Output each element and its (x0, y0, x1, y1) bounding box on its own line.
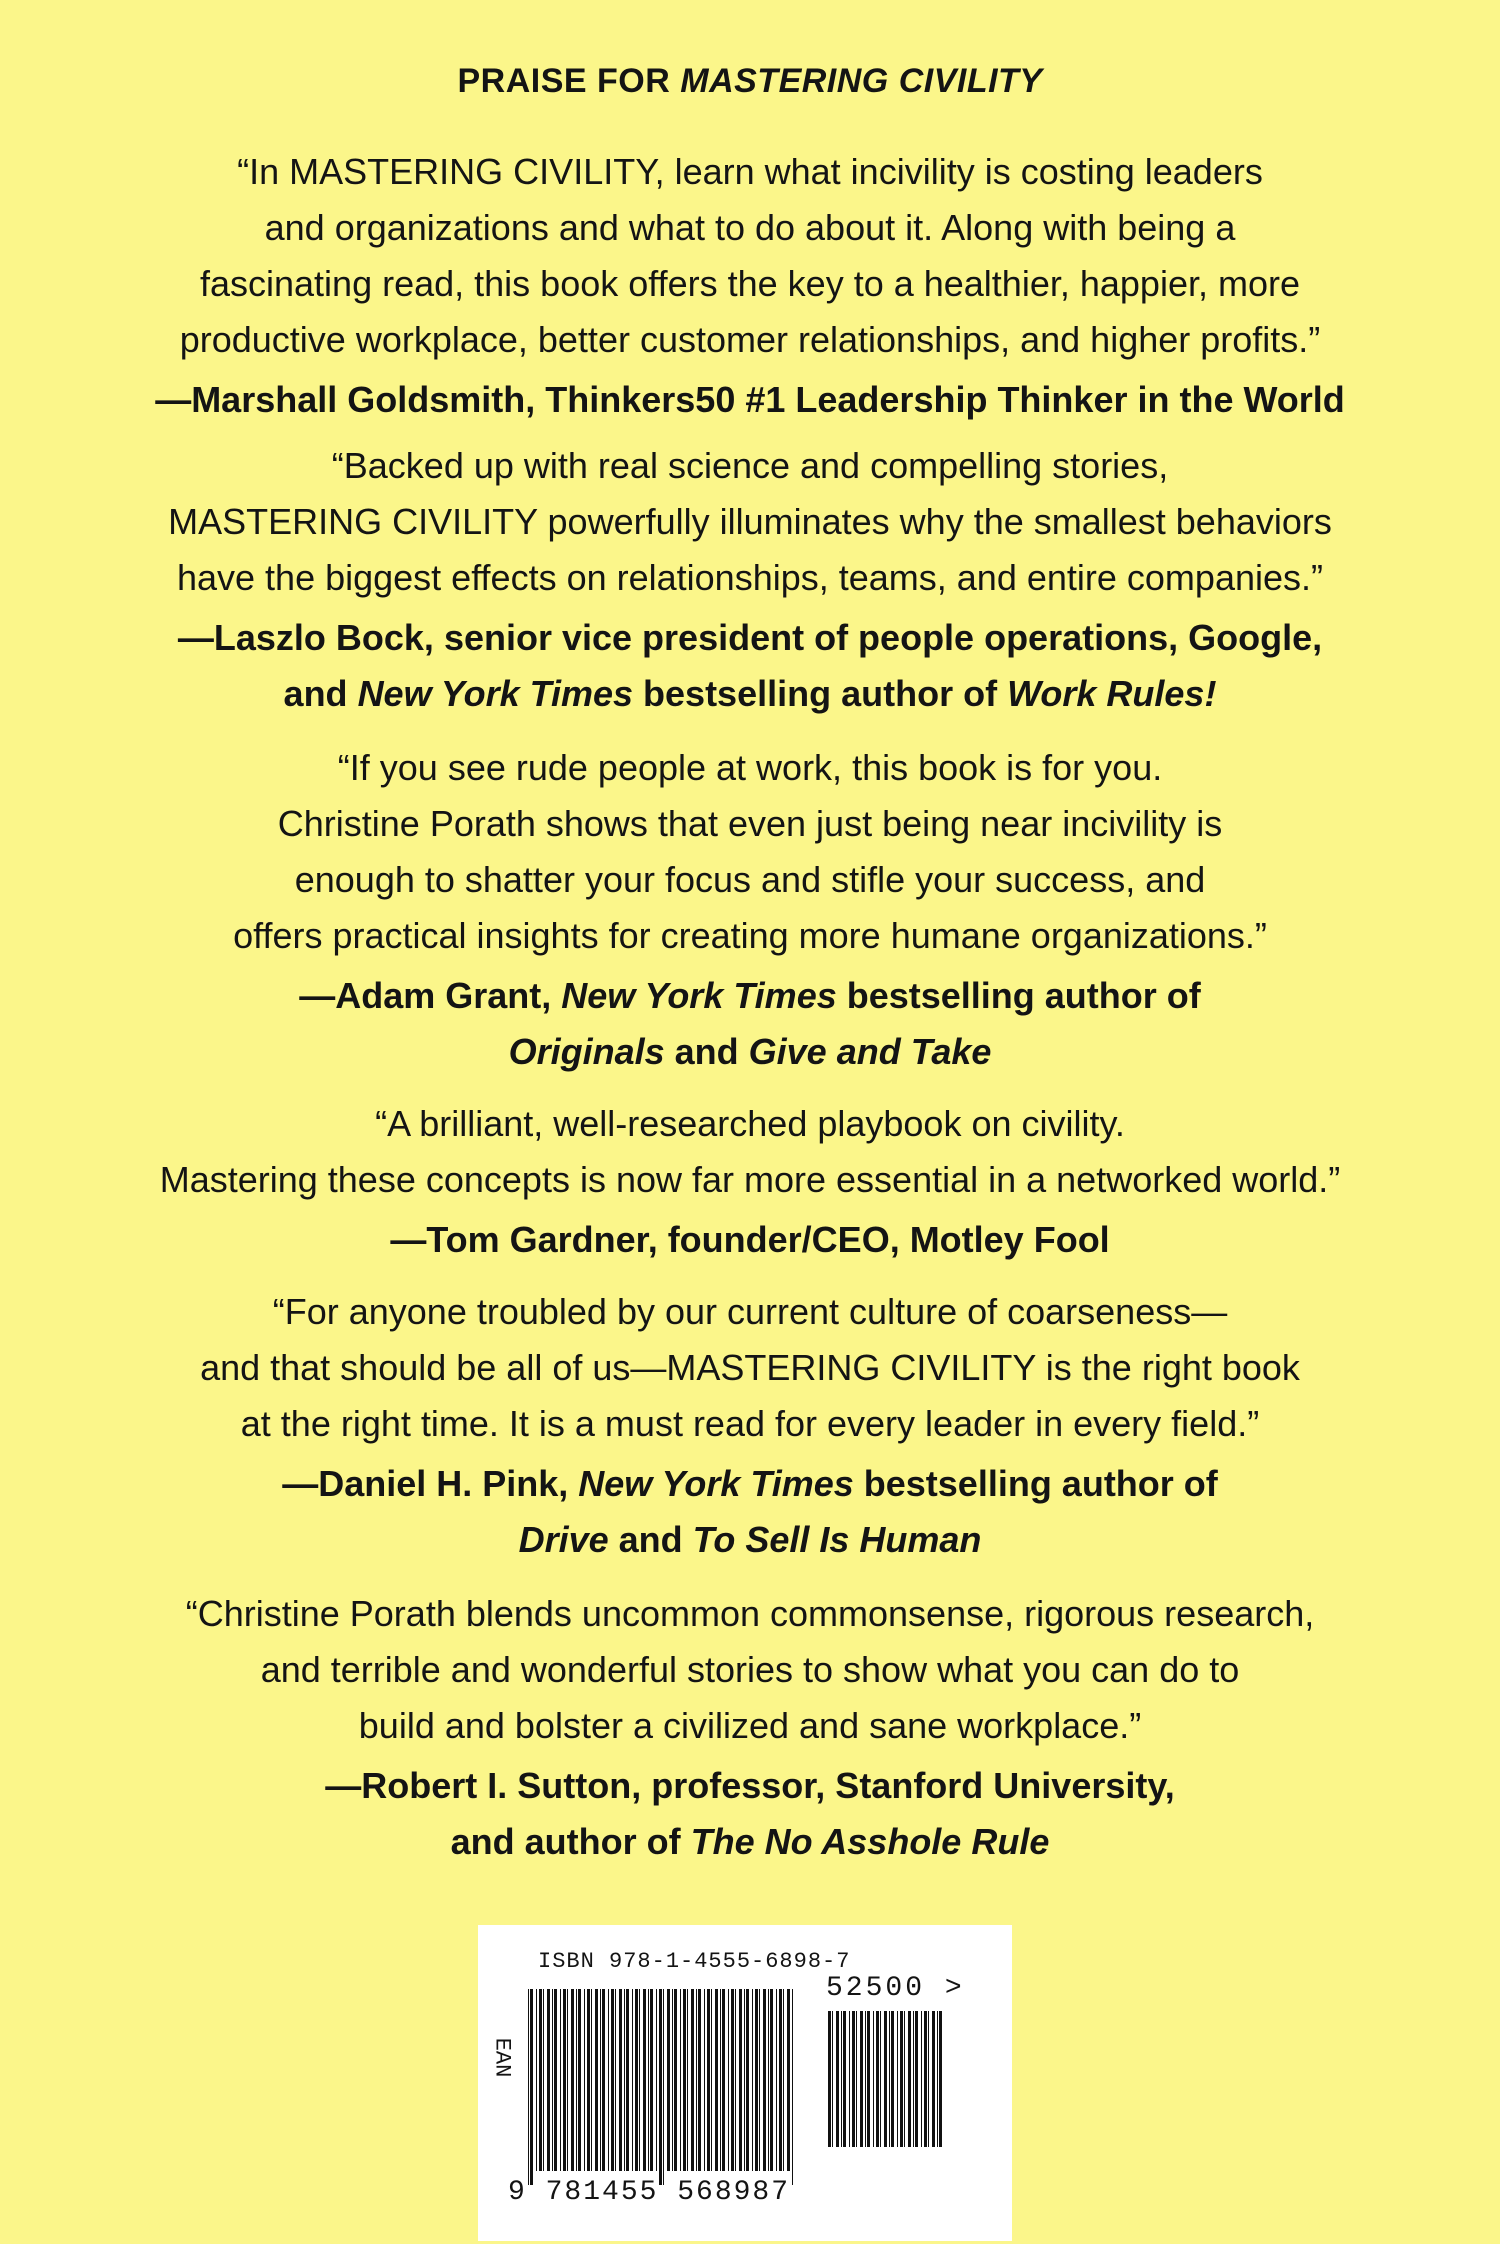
quote-line: fascinating read, this book offers the key to a healthier, happier, more (199, 263, 1300, 304)
barcode-bar (600, 1989, 601, 2171)
barcode-bar (832, 2011, 833, 2147)
barcode-bar (884, 2011, 887, 2147)
quote-line: build and bolster a civilized and sane workplace.” (358, 1705, 1142, 1746)
heading-title: MASTERING CIVILITY (680, 62, 1043, 100)
barcode-bar (639, 1989, 640, 2171)
barcode-bar (924, 2011, 927, 2147)
quote-line: at the right time. It is a must read for every leader in every field.” (240, 1403, 1260, 1444)
barcode-bar (615, 1989, 616, 2171)
barcode-bar (915, 2011, 918, 2147)
barcode-bar (735, 1989, 736, 2171)
barcode-bar (659, 1989, 662, 2185)
barcode-bar (755, 1989, 758, 2171)
barcode-bar (552, 1989, 553, 2171)
barcode-bar (656, 1989, 657, 2171)
quote-goldsmith (80, 144, 1420, 428)
barcode-bar (547, 1989, 550, 2171)
barcode-bar (635, 1989, 638, 2171)
barcode-bar (746, 1989, 749, 2171)
barcode-bar (619, 1989, 622, 2171)
barcode-bar (680, 1989, 681, 2171)
barcode-bar (611, 1989, 614, 2171)
barcode-bar (650, 1989, 653, 2171)
barcode-bar (873, 2011, 874, 2147)
barcode-bar (728, 1989, 729, 2171)
barcode-bar (897, 2011, 898, 2147)
quote-sutton (80, 1586, 1420, 1870)
quote-line: “Christine Porath blends uncommon commonsense, rigorous research, (185, 1593, 1315, 1634)
barcode-bar (763, 1989, 766, 2171)
barcode-bar (828, 2011, 831, 2147)
barcode-bar (720, 1989, 721, 2171)
quote-line: and organizations and what to do about it. Along with being a (264, 207, 1236, 248)
barcode-bar (852, 2011, 855, 2147)
barcode-bar (715, 1989, 718, 2171)
barcode-bar (554, 1989, 557, 2171)
quote-line: “For anyone troubled by our current culture of coarseness— (272, 1291, 1228, 1332)
barcode-bar (865, 2011, 866, 2147)
quote-line: and terrible and wonderful stories to show what you can do to (260, 1649, 1240, 1690)
barcode-bar (648, 1989, 649, 2171)
barcode-bar (528, 1989, 529, 2185)
barcode-bar (836, 2011, 839, 2147)
quote-attribution: Drive and To Sell Is Human (518, 1519, 982, 1560)
barcode-bar (578, 1989, 581, 2171)
quote-attribution: and author of The No Asshole Rule (450, 1821, 1050, 1862)
barcode-bar (602, 1989, 605, 2171)
barcode-bar (608, 1989, 609, 2171)
barcode-bar (576, 1989, 577, 2171)
barcode-bar (783, 1989, 784, 2171)
barcode-bar (683, 1989, 686, 2171)
barcode-bar (698, 1989, 701, 2171)
quote-attribution: —Marshall Goldsmith, Thinkers50 #1 Leadership Thinker in the World (155, 379, 1345, 420)
quote-line: enough to shatter your focus and stifle your success, and (294, 859, 1206, 900)
barcode-bar (779, 1989, 782, 2171)
quote-attribution: —Daniel H. Pink, New York Times bestselling author of (282, 1463, 1218, 1504)
quote-bock (80, 438, 1420, 722)
barcode-bar (571, 1989, 574, 2171)
quote-line: Mastering these concepts is now far more essential in a networked world.” (159, 1159, 1341, 1200)
barcode-bar (626, 1989, 629, 2171)
barcode-bar (584, 1989, 585, 2171)
quote-line: Christine Porath shows that even just being near incivility is (277, 803, 1223, 844)
barcode-bar (759, 1989, 760, 2171)
barcode-bar (768, 1989, 769, 2171)
barcode-bar (691, 1989, 694, 2171)
quote-line: and that should be all of us—MASTERING CIVILITY is the right book (200, 1347, 1300, 1388)
barcode-bar (624, 1989, 625, 2171)
barcode-bar (707, 1989, 710, 2171)
barcode-bar (867, 2011, 870, 2147)
barcode-bar (921, 2011, 922, 2147)
quote-attribution: —Robert I. Sutton, professor, Stanford University, (325, 1765, 1175, 1806)
barcode-bar (539, 1989, 542, 2171)
barcode-bar (849, 2011, 850, 2147)
barcode-bar (770, 1989, 773, 2171)
barcode-bar (856, 2011, 857, 2147)
barcode-bar (731, 1989, 734, 2171)
ean-barcode-bars (526, 1989, 798, 2185)
barcode-bar (672, 1989, 673, 2171)
barcode-bar (889, 2011, 890, 2147)
barcode-bar (667, 1989, 670, 2171)
barcode-bar (543, 1989, 544, 2171)
barcode-bar (860, 2011, 863, 2147)
barcode-bar (536, 1989, 537, 2171)
barcode-bar (567, 1989, 568, 2171)
barcode-bar (595, 1989, 598, 2171)
quote-line: “Backed up with real science and compelling stories, (331, 445, 1169, 486)
quote-pink (80, 1284, 1420, 1568)
barcode-bar (587, 1989, 590, 2171)
barcode-bar (663, 1989, 664, 2185)
barcode-bar (560, 1989, 561, 2171)
quote-line: “If you see rude people at work, this book is for you. (337, 747, 1163, 788)
barcode-bar (530, 1989, 533, 2185)
barcode-bar (752, 1989, 753, 2171)
quote-line: offers practical insights for creating more humane organizations.” (233, 915, 1267, 956)
quote-line: MASTERING CIVILITY powerfully illuminates why the smallest behaviors (168, 501, 1332, 542)
barcode-bar (908, 2011, 911, 2147)
barcode-bar (632, 1989, 633, 2171)
quote-line: productive workplace, better customer relationships, and higher profits.” (179, 319, 1321, 360)
barcode-bar (674, 1989, 677, 2171)
quote-line: “A brilliant, well-researched playbook on civility. (375, 1103, 1125, 1144)
barcode-bar (841, 2011, 842, 2147)
barcode-bar (843, 2011, 846, 2147)
barcode-bar (900, 2011, 903, 2147)
quote-attribution: —Tom Gardner, founder/CEO, Motley Fool (390, 1219, 1110, 1260)
barcode-bar (704, 1989, 705, 2171)
barcode-bar (591, 1989, 592, 2171)
barcode-bar (928, 2011, 929, 2147)
barcode-bar (739, 1989, 742, 2171)
isbn-number: ISBN 978-1-4555-6898-7 (538, 1949, 851, 1974)
barcode-bar (696, 1989, 697, 2171)
barcode-bar (643, 1989, 646, 2171)
barcode-bar (711, 1989, 712, 2171)
barcode-bar (891, 2011, 894, 2147)
quote-gardner (80, 1096, 1420, 1268)
quote-attribution: and New York Times bestselling author of Work Rules! (283, 673, 1217, 714)
barcode-bar (880, 2011, 881, 2147)
barcode-bar (563, 1989, 566, 2171)
barcode-bar (687, 1989, 688, 2171)
quote-grant (80, 740, 1420, 1080)
barcode-bar (744, 1989, 745, 2171)
ean-label: EAN (489, 2037, 515, 2078)
barcode-bar (939, 2011, 942, 2147)
price-barcode-bars (826, 2011, 944, 2207)
praise-heading (0, 62, 1500, 101)
isbn-barcode (478, 1925, 1012, 2241)
barcode-bar (913, 2011, 914, 2147)
heading-prefix: PRAISE FOR (457, 62, 681, 100)
quote-attribution: —Adam Grant, New York Times bestselling author of (299, 975, 1201, 1016)
quote-line: “In MASTERING CIVILITY, learn what incivility is costing leaders (237, 151, 1263, 192)
barcode-bar (876, 2011, 879, 2147)
barcode-bar (776, 1989, 777, 2171)
barcode-bar (787, 1989, 790, 2171)
barcode-bar (937, 2011, 938, 2147)
ean-digits: 9 781455 568987 (508, 2177, 791, 2208)
barcode-bar (932, 2011, 935, 2147)
barcode-bar (904, 2011, 905, 2147)
barcode-bar (722, 1989, 725, 2171)
price-code: 52500 > (826, 1973, 965, 2004)
barcode-bar (792, 1989, 793, 2185)
quote-line: have the biggest effects on relationships, teams, and entire companies.” (176, 557, 1323, 598)
quote-attribution: Originals and Give and Take (508, 1031, 992, 1072)
quote-attribution: —Laszlo Bock, senior vice president of people operations, Google, (177, 617, 1323, 658)
